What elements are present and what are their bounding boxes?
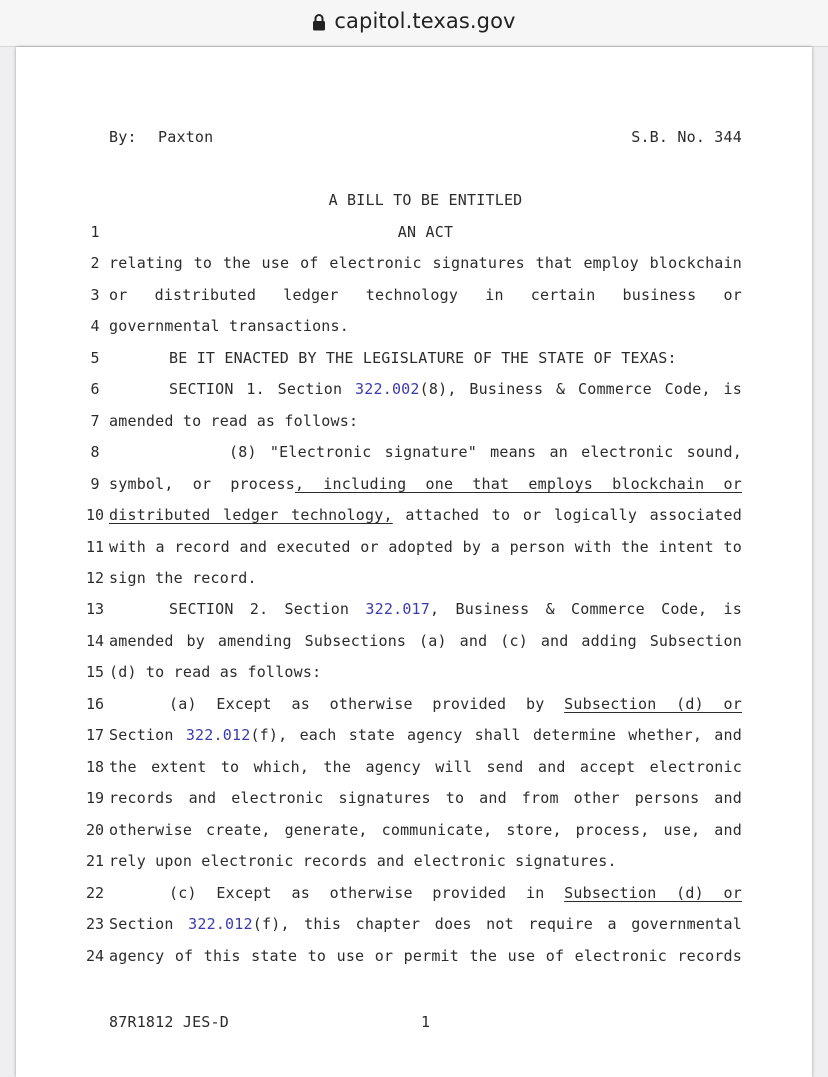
bill-line: amended to read as follows: [109,412,359,430]
line-number: 6 [90,380,100,398]
line-number: 15 [85,663,105,681]
author-label: By: [109,128,137,146]
footer-code: 87R1812 JES-D [109,1013,229,1031]
statute-link[interactable]: 322.012 [185,726,251,744]
line-number: 10 [85,506,105,524]
line-number: 5 [90,349,100,367]
author-name: Paxton [158,128,214,146]
line-number: 23 [85,915,105,933]
line-number: 4 [90,317,100,335]
statute-link[interactable]: 322.017 [365,600,431,618]
bill-heading: A BILL TO BE ENTITLED [328,191,523,209]
line-number: 24 [85,947,105,965]
bill-line: or distributed ledger technology in certain business or [109,286,742,304]
line-number: 14 [85,632,105,650]
inserted-text: distributed ledger technology, [109,506,393,524]
bill-line: SECTION 1. Section 322.002(8), Business & Commerce Code, is [169,380,742,398]
bill-line: governmental transactions. [109,317,349,335]
line-number: 16 [85,695,105,713]
bill-line: SECTION 2. Section 322.017, Business & Commerce Code, is [169,600,742,618]
bill-line: rely upon electronic records and electronic signatures. [109,852,617,870]
line-number: 3 [90,286,100,304]
bill-line: (d) to read as follows: [109,663,322,681]
line-number: 18 [85,758,105,776]
line-number: 12 [85,569,105,587]
bill-line: records and electronic signatures to and from other persons and [109,789,742,807]
statute-link[interactable]: 322.002 [355,380,420,398]
bill-line: amended by amending Subsections (a) and (c) and adding Subsection [109,632,742,650]
lock-icon [312,13,326,31]
line-number: 7 [90,412,100,430]
bill-line: (8) "Electronic signature" means an electronic sound, [229,443,742,461]
act-heading: AN ACT [397,223,454,241]
line-number: 9 [90,475,100,493]
line-number: 8 [90,443,100,461]
inserted-text: Subsection (d) or [564,884,742,902]
line-number: 2 [90,254,100,272]
line-number: 11 [85,538,105,556]
bill-number: S.B. No. 344 [631,128,742,146]
bill-line: relating to the use of electronic signatures that employ blockchain [109,254,742,272]
bill-line: Section 322.012(f), this chapter does not require a governmental [109,915,742,933]
line-number: 21 [85,852,105,870]
bill-line: (a) Except as otherwise provided by Subsection (d) or [169,695,742,713]
line-number: 22 [85,884,105,902]
line-number: 1 [90,223,100,241]
line-number: 13 [85,600,105,618]
bill-line: agency of this state to use or permit the use of electronic records [109,947,742,965]
bill-line: symbol, or process, including one that employs blockchain or [109,475,743,493]
bill-line: Section 322.012(f), each state agency shall determine whether, and [109,726,742,744]
url-text: capitol.texas.gov [334,9,516,33]
bill-line: BE IT ENACTED BY THE LEGISLATURE OF THE STATE OF TEXAS: [169,349,677,367]
line-number: 17 [85,726,105,744]
inserted-text: Subsection (d) or [564,695,742,713]
bill-line: with a record and executed or adopted by a person with the intent to [109,538,742,556]
bill-line: the extent to which, the agency will send and accept electronic [109,758,742,776]
bill-line: distributed ledger technology, attached to or logically associated [109,506,742,524]
bill-line: otherwise create, generate, communicate, store, process, use, and [109,821,742,839]
statute-link[interactable]: 322.012 [188,915,253,933]
browser-address-bar[interactable] [0,0,828,47]
line-number: 19 [85,789,105,807]
bill-line: sign the record. [109,569,257,587]
line-number: 20 [85,821,105,839]
inserted-text: , including one that employs blockchain or [294,475,743,493]
document-page [16,47,812,1077]
page-number: 1 [421,1013,431,1031]
bill-line: (c) Except as otherwise provided in Subsection (d) or [169,884,742,902]
